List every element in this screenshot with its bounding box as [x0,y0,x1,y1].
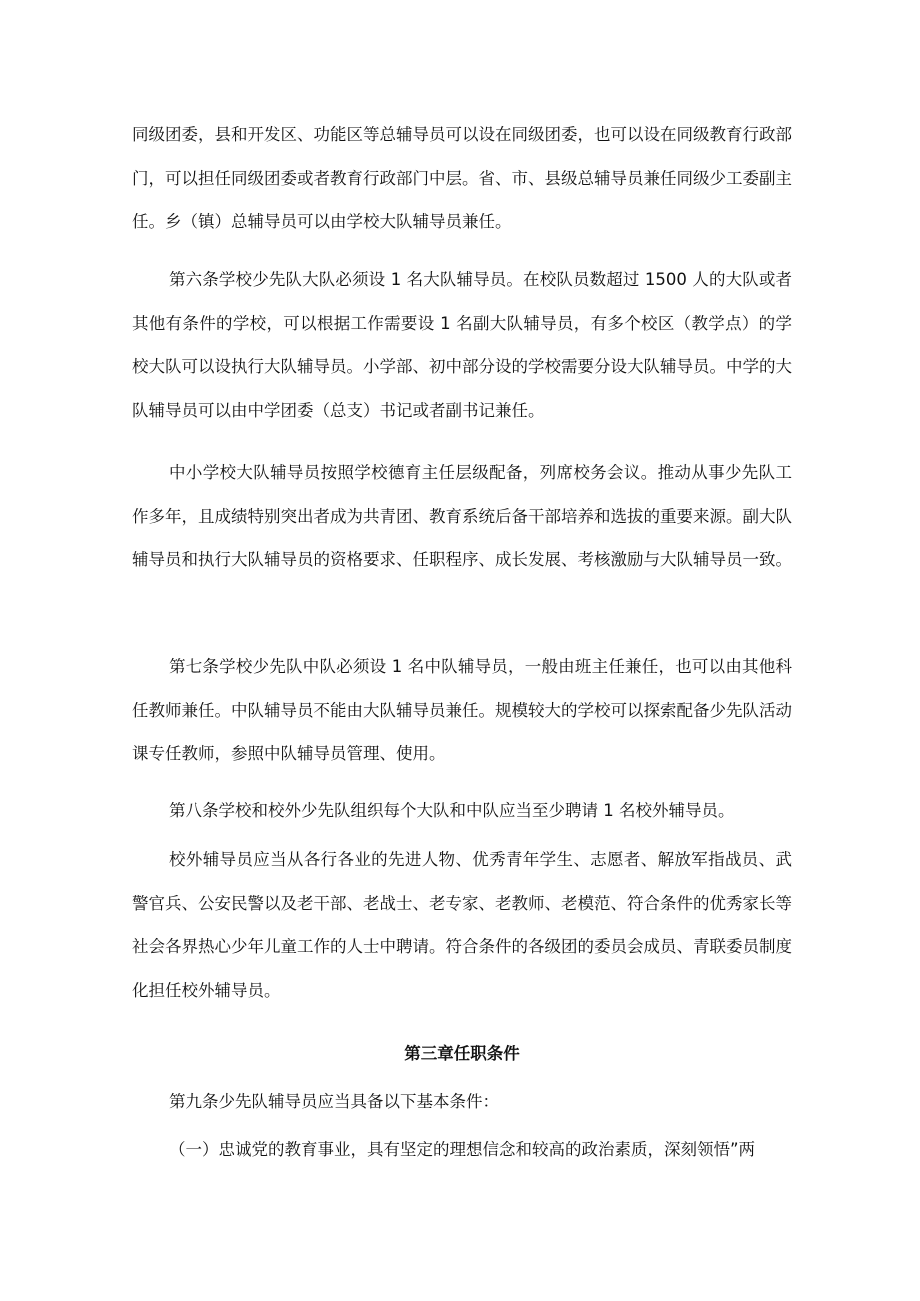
paragraph-article-8: 第八条学校和校外少先队组织每个大队和中队应当至少聘请 1 名校外辅导员。 [169,801,735,820]
paragraph-external-counselors: 校外辅导员应当从各行各业的先进人物、优秀青年学生、志愿者、解放军指战员、武警官兵、公安民警以及老干部、老战士、老专家、老教师、老模范、符合条件的优秀家长等社会各界热心少年儿童工作的人士中聘请。符合条件的各级团的委员会成员、青联委员制度化担任校外辅导员。 [132,850,792,1000]
paragraph-article-9: 第九条少先队辅导员应当具备以下基本条件： [169,1092,499,1111]
paragraph-condition-1: （一）忠诚党的教育事业，具有坚定的理想信念和较高的政治素质，深刻领悟”两 [169,1140,756,1159]
paragraph-brigade-counselor-level: 中小学校大队辅导员按照学校德育主任层级配备，列席校务会议。推动从事少先队工作多年，且成绩特别突出者成为共青团、教育系统后备干部培养和选拔的重要来源。副大队辅导员和执行大队辅导员的资格要求、任职程序、成长发展、考核激励与大队辅导员一致。 [132,463,792,569]
paragraph-article-7: 第七条学校少先队中队必须设 1 名中队辅导员，一般由班主任兼任，也可以由其他科任教师兼任。中队辅导员不能由大队辅导员兼任。规模较大的学校可以探索配备少先队活动课专任教师，参照中队辅导员管理、使用。 [132,657,792,763]
paragraph-1: 同级团委，县和开发区、功能区等总辅导员可以设在同级团委，也可以设在同级教育行政部门，可以担任同级团委或者教育行政部门中层。省、市、县级总辅导员兼任同级少工委副主任。乡（镇）总辅导员可以由学校大队辅导员兼任。 [132,125,792,231]
paragraph-article-6: 第六条学校少先队大队必须设 1 名大队辅导员。在校队员数超过 1500 人的大队或者其他有条件的学校，可以根据工作需要设 1 名副大队辅导员，有多个校区（教学点）的学校大队可以设执行大队辅导员。小学部、初中部分设的学校需要分设大队辅导员。中学的大队辅导员可以由中学团委（总支）书记或者副书记兼任。 [132,270,792,420]
chapter-heading: 第三章任职条件 [404,1044,520,1063]
